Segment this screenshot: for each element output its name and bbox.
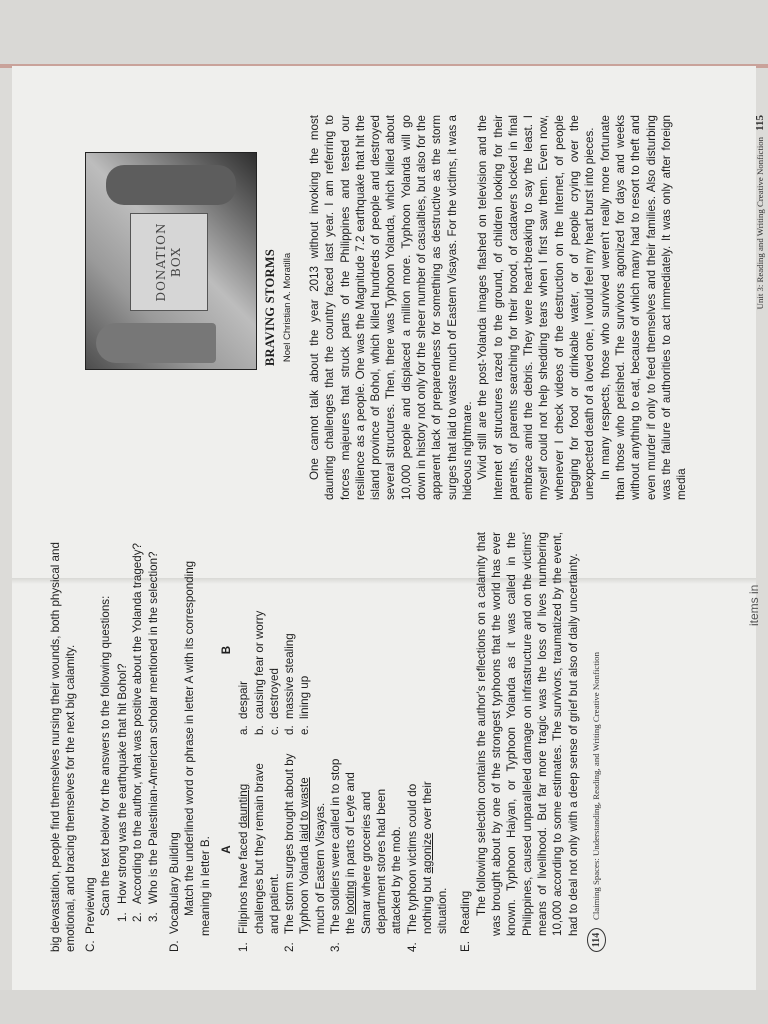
question-item: 2. According to the author, what was positive about the Yolanda tragedy? bbox=[131, 543, 145, 922]
photo-figure bbox=[96, 323, 216, 363]
vocabulary-table bbox=[219, 532, 450, 952]
vocab-item-a: 2. The storm surges brought about by Typhoon Yolanda laid to waste much of Eastern Visayas. bbox=[283, 753, 327, 952]
page-number-115: 115 bbox=[754, 115, 766, 131]
left-page bbox=[48, 532, 748, 952]
story-body bbox=[307, 115, 689, 500]
right-page bbox=[85, 115, 765, 500]
vocab-item-b: a. despair bbox=[237, 680, 251, 735]
vocab-item-a: 1. Filipinos have faced daunting challenges but they remain brave and patient. bbox=[237, 763, 281, 952]
section-d-heading: D.Vocabulary Building bbox=[168, 832, 182, 952]
donation-box: DONATION BOX bbox=[130, 213, 208, 311]
question-item: 3. Who is the Palestinian-American scholar mentioned in the selection? bbox=[146, 551, 160, 922]
bleed-through-text: items in bbox=[747, 584, 761, 626]
story-paragraph: Vivid still are the post-Yolanda images flashed on television and the Internet of structures razed to the ground, of children looking for their parents, of parents searching for their brood, of cadavers locked in final embrace amid the debris. They were heart-breaking to say the least. I myself could not help shedding tears when I first saw them. Even now, whenever I check videos of the destruction on the Internet, of people begging for food or drinkable water, or of people crying over the unexpected death of a loved one, I would feel my heart burst into pieces. bbox=[476, 115, 597, 500]
section-c-instruction: Scan the text below for the answers to the following questions: bbox=[98, 595, 112, 916]
vocab-item-b: d. massive stealing bbox=[283, 633, 297, 735]
story-author: Noel Christian A. Moratilla bbox=[282, 252, 294, 363]
vocab-item-b: e. lining up bbox=[298, 675, 312, 735]
column-a-header: A bbox=[219, 845, 233, 854]
story-title: BRAVING STORMS bbox=[263, 248, 277, 367]
section-d-instruction: Match the underlined word or phrase in letter A with its corresponding meaning in letter B. bbox=[183, 560, 212, 936]
column-b bbox=[219, 565, 450, 747]
column-b-header: B bbox=[219, 645, 233, 655]
story-heading bbox=[263, 115, 296, 500]
page-number-114: 114 bbox=[587, 928, 606, 952]
story-paragraph: One cannot talk about the year 2013 without invoking the most daunting challenges that the country faced last year. I am referring to forces majeures that struck parts of the Philippines and tested our resilience as a people. One was the Magnitude 7.2 earthquake that hit the island province of Bohol, which killed hundreds of people and destroyed several structures. Then, there was Typhoon Yolanda, which killed about 10,000 people and displaced a million more. Typhoon Yolanda will go down in history not only for the sheer number of casualties, but also for the apparent lack of preparedness for something as destructive as the storm surges that laid to waste much of Eastern Visayas. For the victims, it was a hideous nightmare. bbox=[308, 115, 474, 500]
vocab-item-b: b. causing fear or worry bbox=[252, 610, 266, 735]
preview-questions bbox=[115, 532, 161, 922]
vocab-item-a: 4. The typhoon victims could do nothing but agonize over their situation. bbox=[405, 781, 450, 952]
unit-title-footer: Unit 3: Reading and Writing Creative Nonfiction bbox=[755, 136, 765, 310]
desk-background-bottom bbox=[0, 990, 768, 1024]
book-title-footer: Claiming Spaces: Understanding, Reading, and Writing Creative Nonfiction bbox=[590, 652, 601, 920]
section-c-heading: C.Previewing bbox=[83, 877, 97, 952]
section-e-text: The following selection contains the author's reflections on a calamity that was brought about by one of the strongest typhoons that the world has ever known. Typhoon Haiyan, or Typhoon Yolanda as it was called in the Philippines, caused unparalleled damage on infrastructure and on the victims' means of livelihood. But far more tragic was the loss of lives numbering 10,000 according to some estimates. The survivors, traumatized by the event, had to deal not only with a deep sense of grief but also of daily uncertainty. bbox=[474, 532, 580, 936]
section-e-heading: E.Reading bbox=[459, 890, 473, 952]
question-item: 1. How strong was the earthquake that hit Bohol? bbox=[116, 663, 130, 922]
left-footer bbox=[587, 532, 606, 952]
vocab-item-b: c. destroyed bbox=[267, 668, 281, 735]
photo-figure bbox=[106, 165, 236, 205]
story-paragraph: In many respects, those who survived weren't really more fortunate than those who perished. The survivors agonized for days and weeks without anything to eat, because of which many had to resort to theft and even murder if only to feed themselves and their families. Also disturbing was the failure of authorities to act immediately. It was only after foreign media bbox=[598, 115, 689, 500]
desk-background-top bbox=[0, 0, 768, 66]
column-a bbox=[219, 747, 450, 952]
vocab-item-a: 3. The soldiers were called in to stop the looting in parts of Leyte and Samar where groceries and department stores had been attacked by the mob. bbox=[329, 758, 404, 952]
donation-box-photo bbox=[85, 152, 257, 370]
right-footer bbox=[753, 115, 768, 500]
intro-text: big devastation, people find themselves nursing their wounds, both physical and emotional, and bracing themselves for the next big calamity. bbox=[49, 542, 78, 952]
